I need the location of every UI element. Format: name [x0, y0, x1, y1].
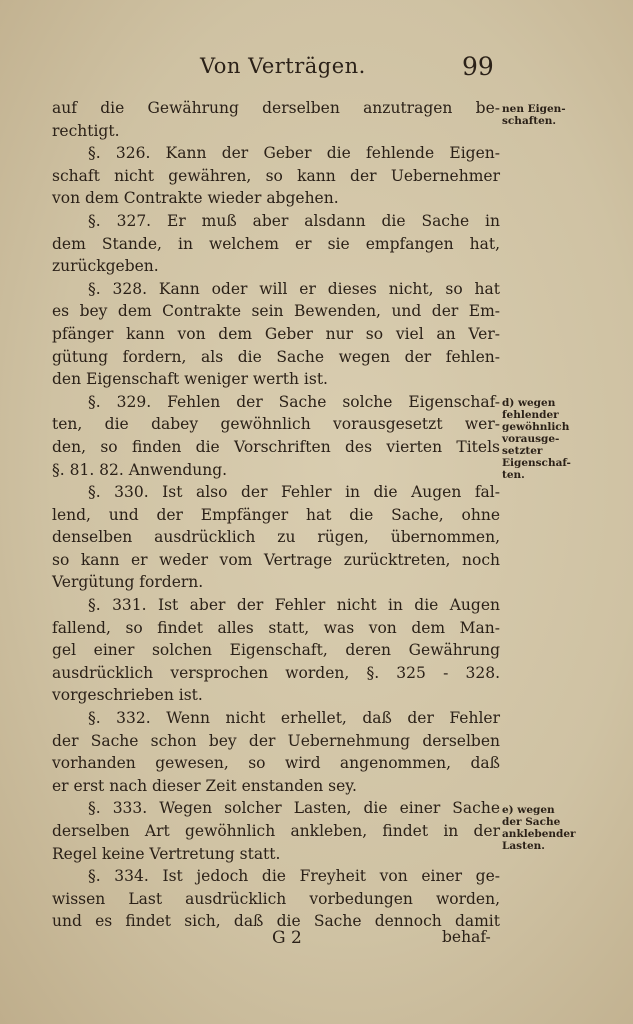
text-line: gütung fordern, als die Sache wegen der fehlen-: [52, 347, 500, 366]
text-line: dem Stande, in welchem er sie empfangen hat,: [52, 234, 500, 253]
body-text: [52, 97, 500, 933]
text-line: wissen Last ausdrücklich vorbedungen worden,: [52, 889, 500, 908]
text-line: von dem Contrakte wieder abgehen.: [52, 189, 339, 208]
margin-note: d) wegen fehlender gewöhnlich vorausge- setzter Eigenschaf- ten.: [502, 396, 571, 481]
signature-mark: G 2: [272, 928, 302, 948]
running-head: Von Verträgen.: [200, 54, 366, 78]
text-line: §. 326. Kann der Geber die fehlende Eigen-: [88, 144, 500, 163]
text-line: er erst nach dieser Zeit enstanden sey.: [52, 776, 357, 795]
text-line: §. 81. 82. Anwendung.: [52, 460, 228, 479]
text-line: pfänger kann von dem Geber nur so viel an Ver-: [52, 324, 500, 343]
text-line: gel einer solchen Eigenschaft, deren Gewährung: [52, 641, 500, 660]
text-line: der Sache schon bey der Uebernehmung derselben: [52, 731, 500, 750]
text-line: ten, die dabey gewöhnlich vorausgesetzt wer-: [52, 415, 500, 434]
text-line: zurückgeben.: [52, 257, 159, 276]
text-line: §. 329. Fehlen der Sache solche Eigenschaf-: [88, 392, 500, 411]
text-line: Regel keine Vertretung statt.: [52, 844, 281, 863]
text-line: §. 330. Ist also der Fehler in die Augen fal-: [88, 483, 500, 502]
catchword: behaf-: [442, 928, 491, 946]
text-line: den Eigenschaft weniger werth ist.: [52, 370, 328, 389]
margin-note: e) wegen der Sache anklebender Lasten.: [502, 803, 576, 852]
text-line: und es findet sich, daß die Sache dennoch damit: [52, 912, 500, 931]
text-line: denselben ausdrücklich zu rügen, übernommen,: [52, 528, 500, 547]
text-line: §. 334. Ist jedoch die Freyheit von einer ge-: [88, 867, 500, 886]
page-header: [0, 52, 633, 92]
page-number: 99: [462, 52, 494, 81]
text-line: so kann er weder vom Vertrage zurücktreten, noch: [52, 550, 500, 569]
text-line: §. 327. Er muß aber alsdann die Sache in: [88, 211, 500, 230]
text-line: §. 332. Wenn nicht erhellet, daß der Fehler: [88, 709, 500, 728]
text-line: es bey dem Contrakte sein Bewenden, und der Em-: [52, 302, 500, 321]
text-line: auf die Gewährung derselben anzutragen be-: [52, 99, 500, 117]
text-line: ausdrücklich versprochen worden, §. 325 - 328.: [52, 663, 500, 682]
text-line: schaft nicht gewähren, so kann der Uebernehmer: [52, 166, 500, 185]
text-line: Vergütung fordern.: [52, 573, 204, 592]
text-line: den, so finden die Vorschriften des vierten Titels: [52, 437, 500, 456]
text-line: vorgeschrieben ist.: [52, 686, 203, 705]
margin-note: nen Eigen- schaften.: [502, 103, 566, 127]
text-line: vorhanden gewesen, so wird angenommen, daß: [52, 754, 500, 773]
text-line: §. 333. Wegen solcher Lasten, die einer Sache: [88, 799, 500, 818]
text-line: derselben Art gewöhnlich ankleben, findet in der: [52, 822, 500, 840]
text-line: §. 331. Ist aber der Fehler nicht in die Augen: [88, 596, 500, 615]
text-line: rechtigt.: [52, 121, 120, 140]
text-line: lend, und der Empfänger hat die Sache, ohne: [52, 505, 500, 524]
text-line: fallend, so findet alles statt, was von dem Man-: [52, 618, 500, 637]
text-line: §. 328. Kann oder will er dieses nicht, so hat: [88, 279, 500, 298]
